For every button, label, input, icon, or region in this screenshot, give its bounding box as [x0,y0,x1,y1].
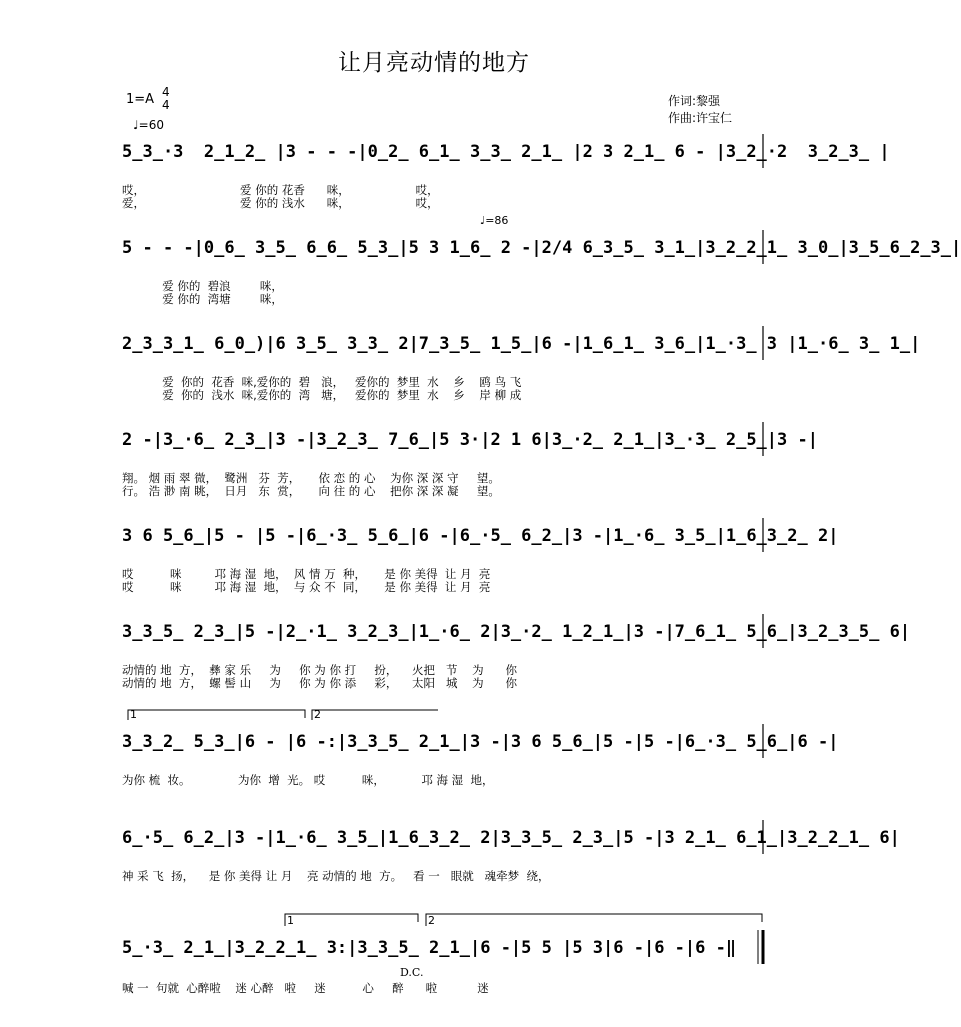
volta-1-label: 1 [287,914,294,927]
song-title: 让月亮动情的地方 [338,50,530,76]
lyric-verse-2: 行。 浩 渺 南 眺， 日月 东 赏， 向 往 的 心 把你 深 深 凝 望。 [122,484,500,498]
lyric-verse-1: 翔。 烟 雨 翠 微， 鹭洲 芬 芳， 依 恋 的 心 为你 深 深 守 望。 [122,471,500,485]
tempo-marking: ♩=60 [133,118,164,132]
volta-1-bracket [285,914,418,926]
notation-line: 5̲·3̲ 2̲1̲|3̲2̲2̲1̲ 3:|3̲3̲5̲ 2̲1̲|6 -|5 5 |5 3|6 -|6 -|6 -‖ [122,938,737,958]
notation-line: 5̲3̲·3 2̲1̲2̲ |3 - - -|0̲2̲ 6̲1̲ 3̲3̲ 2̲1̲ |2 3 2̲1̲ 6 - |3̲2̲·2 3̲2̲3̲ | [122,142,890,162]
lyric-verse-1: 为你 梳 妆。 为你 增 光。 哎 咪， 邛 海 湿 地， [122,773,494,787]
volta-1-bracket [128,710,305,720]
notation-line: 3̲3̲5̲ 2̲3̲|5 -|2̲·1̲ 3̲2̲3̲|1̲·6̲ 2|3̲·2̲ 1̲2̲1̲|3 -|7̲6̲1̲ 5̲6̲|3̲2̲3̲5̲ 6| [122,622,911,642]
tempo-change: ♩=86 [480,214,509,227]
lyric-verse-1: 喊 一 句就 心醉啦 迷 心醉 啦 迷 心 醉 啦 迷 [122,981,489,995]
notation-line: 2̲3̲3̲1̲ 6̲0̲)|6 3̲5̲ 3̲3̲ 2|7̲3̲5̲ 1̲5̲|6 -|1̲6̲1̲ 3̲6̲|1̲·3̲ 3 |1̲·6̲ 3̲ 1̲| [122,334,921,354]
time-signature-bottom: 4 [162,98,170,112]
lyric-verse-2: 哎 咪 邛 海 湿 地， 与 众 不 同， 是 你 美得 让 月 亮 [122,580,491,594]
lyric-verse-1: 哎 咪 邛 海 湿 地， 风 情 万 种， 是 你 美得 让 月 亮 [122,567,491,581]
lyricist-credit: 作词:黎强 [668,94,721,108]
lyric-verse-1: 动情的 地 方， 彝 家 乐 为 你 为 你 打 扮， 火把 节 为 你 [122,663,518,677]
composer-credit: 作曲:许宝仁 [668,111,733,125]
volta-2-bracket [312,710,438,720]
lyric-verse-2: 动情的 地 方， 螺 髻 山 为 你 为 你 添 彩， 太阳 城 为 你 [122,676,518,690]
notation-line: 5 - - -|0̲6̲ 3̲5̲ 6̲6̲ 5̲3̲|5 3 1̲6̲ 2 -|2/4 6̲3̲5̲ 3̲1̲|3̲2̲2̲1̲ 3̲0̲|3̲5̲6̲2̲3̲| [122,238,961,258]
lyric-verse-2: 爱 你的 湾塘 咪， [122,292,283,306]
notation-line: 6̲·5̲ 6̲2̲|3 -|1̲·6̲ 3̲5̲|1̲6̲3̲2̲ 2|3̲3̲5̲ 2̲3̲|5 -|3 2̲1̲ 6̲1̲|3̲2̲2̲1̲ 6| [122,828,900,848]
time-signature-top: 4 [162,85,170,99]
volta-2-label: 2 [428,914,435,927]
lyric-verse-1: 神 采 飞 扬， 是 你 美得 让 月 亮 动情的 地 方。 看 一 眼就 魂牵梦 绕， [122,869,550,883]
notation-line: 3 6 5̲6̲|5 - |5 -|6̲·3̲ 5̲6̲|6 -|6̲·5̲ 6̲2̲|3 -|1̲·6̲ 3̲5̲|1̲6̲3̲2̲ 2| [122,526,839,546]
notation-line: 3̲3̲2̲ 5̲3̲|6 - |6 -:|3̲3̲5̲ 2̲1̲|3 -|3 6 5̲6̲|5 -|5 -|6̲·3̲ 5̲6̲|6 -| [122,732,839,752]
lyric-verse-1: 爱 你的 碧浪 咪， [122,279,283,293]
lyric-verse-2: 爱， 爱 你的 浅水 咪， 哎， [122,196,439,210]
lyric-verse-1: 爱 你的 花香 咪,爱你的 碧 浪， 爱你的 梦里 水 乡 鸥 鸟 飞 [122,375,522,389]
volta-2-bracket [426,914,762,926]
key-signature: 1=A [126,92,155,107]
dc-marking: D.C. [400,966,424,979]
lyric-verse-1: 哎， 爱 你的 花香 咪， 哎， [122,183,439,197]
lyric-verse-2: 爱 你的 浅水 咪,爱你的 湾 塘， 爱你的 梦里 水 乡 岸 柳 成 [122,388,522,402]
volta-1-label: 1 [130,708,137,721]
notation-line: 2 -|3̲·6̲ 2̲3̲|3 -|3̲2̲3̲ 7̲6̲|5 3·|2 1 6|3̲·2̲ 2̲1̲|3̲·3̲ 2̲5̲|3 -| [122,430,818,450]
volta-2-label: 2 [314,708,321,721]
